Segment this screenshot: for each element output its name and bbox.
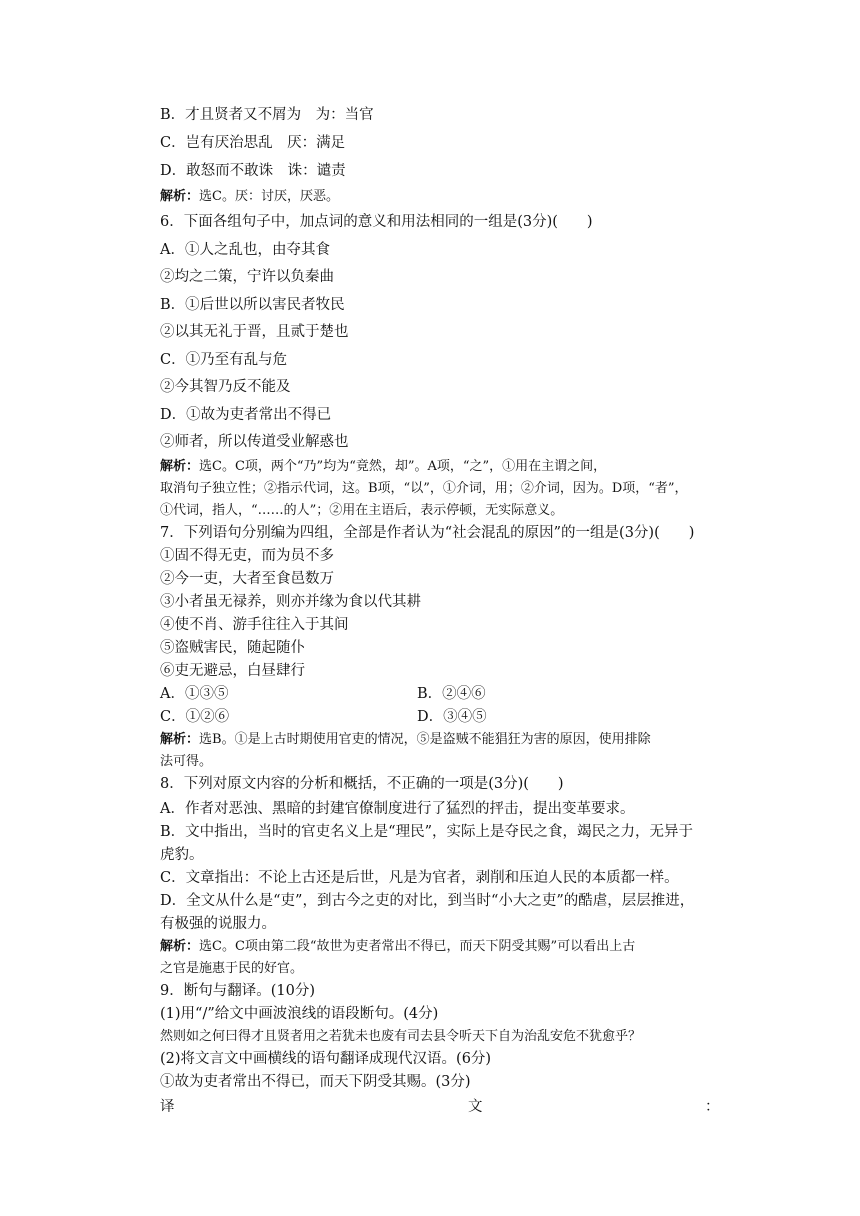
q8-option-c [160, 869, 679, 887]
line-text: 取消句子独立性；②指示代词，这。B项，“以”，①介词，用；②介词，因为。D项，“者”， [160, 481, 688, 496]
q8-option-a [160, 800, 634, 818]
line-text: ⑥吏无避忌，白昼肆行 [160, 663, 305, 679]
line-text: ②今其智乃反不能及 [160, 379, 291, 395]
line-text: ②均之二策，宁许以负秦曲 [160, 269, 334, 285]
q7-item-6 [160, 662, 305, 680]
q9-passage [160, 1028, 641, 1046]
analysis-text: 选B。①是上古时期使用官吏的情况，⑤是盗贼不能猖狂为害的原因，使用排除 [199, 732, 651, 747]
line-text: ②以其无礼于晋，且贰于楚也 [160, 324, 349, 340]
line-text: ①代词，指人，“……的人”；②用在主语后，表示停顿，无实际意义。 [160, 503, 564, 518]
analysis-label: 解析： [160, 459, 200, 474]
q9-part-2 [160, 1050, 491, 1068]
q8-option-b [160, 823, 693, 841]
option-b-line [160, 106, 374, 124]
q7-option-a [160, 685, 228, 703]
question-text: 9．断句与翻译。(10分) [160, 983, 315, 999]
option-b-text: B．才且贤者又不屑为 为：当官 [160, 107, 374, 123]
question-7 [160, 524, 694, 542]
translation-label-left: 译 [160, 1099, 175, 1115]
q7-item-2 [160, 570, 334, 588]
q6-option-a1 [160, 241, 330, 259]
q6-option-b1 [160, 296, 345, 314]
analysis-7-cont [160, 753, 212, 771]
line-text: C．文章指出：不论上古还是后世，凡是为官者，剥削和压迫人民的本质都一样。 [160, 870, 679, 886]
analysis-6-cont1 [160, 480, 688, 498]
line-text: 虎豹。 [160, 847, 204, 863]
line-text: B．文中指出，当时的官吏名义上是“理民”，实际上是夺民之食，竭民之力，无异于 [160, 824, 693, 840]
line-text: D．③④⑤ [417, 709, 487, 725]
question-text: 6．下面各组句子中，加点词的意义和用法相同的一组是(3分)( ) [160, 214, 593, 230]
analysis-label: 解析： [160, 732, 200, 747]
analysis-6 [160, 458, 606, 476]
line-text: ④使不肖、游手往往入于其间 [160, 617, 349, 633]
q8-option-d [160, 892, 694, 910]
line-text: (1)用“/”给文中画波浪线的语段断句。(4分) [160, 1006, 439, 1022]
line-text: (2)将文言文中画横线的语句翻译成现代汉语。(6分) [160, 1051, 492, 1067]
question-8 [160, 775, 564, 793]
q9-part-1 [160, 1005, 438, 1023]
question-text: 7．下列语句分别编为四组，全部是作者认为“社会混乱的原因”的一组是(3分)( ) [160, 525, 695, 541]
translation-label-mid: 文 [468, 1099, 483, 1115]
analysis-label: 解析： [160, 939, 200, 954]
q6-option-d1 [160, 406, 331, 424]
q7-item-1 [160, 547, 334, 565]
question-6 [160, 213, 593, 231]
translation-label-colon: ： [705, 1099, 720, 1115]
option-c-line [160, 134, 345, 152]
line-text: A．①人之乱也，由夺其食 [160, 242, 330, 258]
line-text: 法可得。 [160, 754, 213, 769]
line-text: 有极强的说服力。 [160, 916, 276, 932]
line-text: ①故为吏者常出不得已，而天下阴受其赐。(3分) [160, 1074, 471, 1090]
option-d-line [160, 162, 346, 180]
line-text: A．作者对恶浊、黑暗的封建官僚制度进行了猛烈的抨击，提出变革要求。 [160, 801, 635, 817]
q6-option-a2 [160, 268, 334, 286]
analysis-text: 选C。厌：讨厌，厌恶。 [199, 189, 339, 204]
q6-option-b2 [160, 323, 349, 341]
q7-item-3 [160, 593, 421, 611]
line-text: D．①故为吏者常出不得已 [160, 407, 332, 423]
line-text: ②师者，所以传道受业解惑也 [160, 434, 349, 450]
q8-option-b-cont [160, 846, 204, 864]
analysis-text: 选C。C项，两个“乃”均为“竟然，却”。A项，“之”，①用在主谓之间， [199, 459, 607, 474]
line-text: 然则如之何曰得才且贤者用之若犹未也废有司去县令听天下自为治乱安危不犹愈乎？ [160, 1029, 642, 1044]
q9-sentence-1 [160, 1073, 471, 1091]
analysis-text: 选C。C项由第二段“故世为吏者常出不得已，而天下阴受其赐”可以看出上古 [199, 939, 636, 954]
line-text: 之官是施惠于民的好官。 [160, 961, 304, 976]
analysis-8 [160, 938, 635, 956]
line-text: ②今一吏，大者至食邑数万 [160, 571, 334, 587]
analysis-7 [160, 731, 651, 749]
line-text: C．①②⑥ [160, 709, 230, 725]
q7-option-c [160, 708, 229, 726]
line-text: C．①乃至有乱与危 [160, 352, 288, 368]
analysis-8-cont [160, 960, 303, 978]
line-text: D．全文从什么是“吏”，到古今之吏的对比，到当时“小大之吏”的酷虐，层层推进， [160, 893, 695, 909]
analysis-5 [160, 188, 339, 206]
q7-item-5 [160, 639, 305, 657]
line-text: ⑤盗贼害民，随起随仆 [160, 640, 305, 656]
q6-option-c1 [160, 351, 287, 369]
analysis-6-cont2 [160, 502, 563, 520]
option-d-text: D．敢怒而不敢诛 诛：谴责 [160, 163, 346, 179]
line-text: A．①③⑤ [160, 686, 229, 702]
line-text: ①固不得无吏，而为员不多 [160, 548, 334, 564]
option-c-text: C．岂有厌治思乱 厌：满足 [160, 135, 346, 151]
line-text: ③小者虽无禄养，则亦并缘为食以代其耕 [160, 594, 421, 610]
q7-option-b [417, 685, 486, 703]
q6-option-c2 [160, 378, 291, 396]
question-text: 8．下列对原文内容的分析和概括，不正确的一项是(3分)( ) [160, 776, 564, 792]
line-text: B．①后世以所以害民者牧民 [160, 297, 345, 313]
q7-option-d [417, 708, 487, 726]
analysis-label: 解析： [160, 189, 200, 204]
q7-item-4 [160, 616, 349, 634]
question-9 [160, 982, 315, 1000]
q6-option-d2 [160, 433, 349, 451]
q8-option-d-cont [160, 915, 276, 933]
line-text: B．②④⑥ [417, 686, 486, 702]
